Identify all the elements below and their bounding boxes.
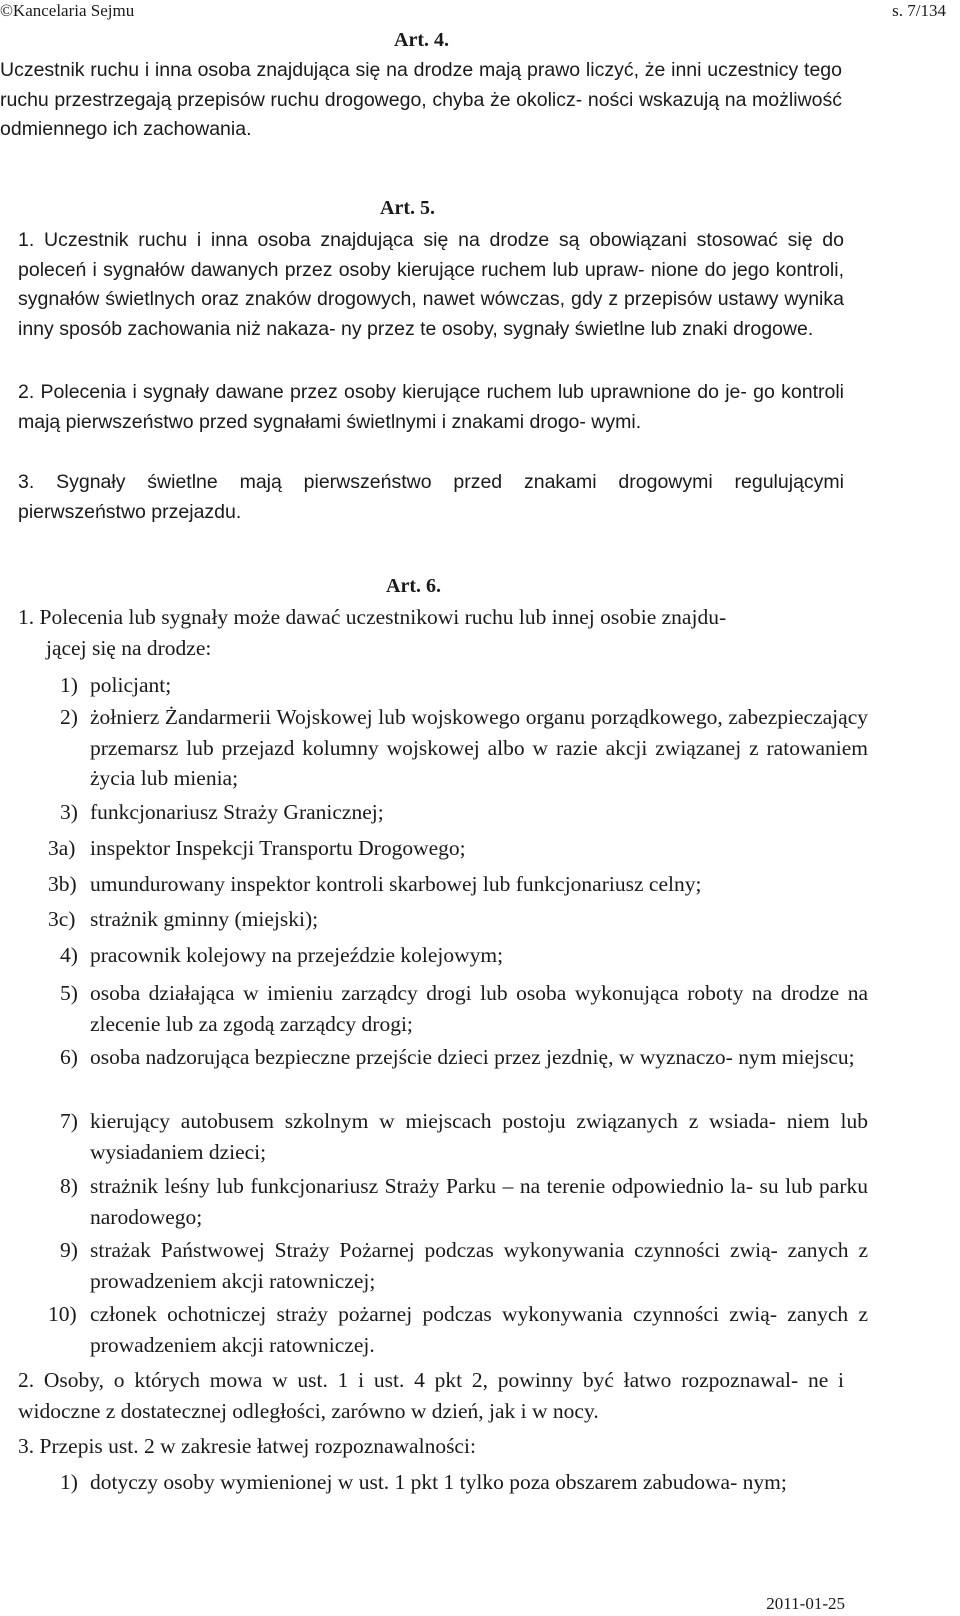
art-4-text: Uczestnik ruchu i inna osoba znajdująca się na drodze mają prawo liczyć, że inni uczestnicy tego ruchu przestrzegają przepisów ruchu drogowego, chyba że okolicz- ności wskazują na możliwość odmiennego ich zachowania. [0,59,842,140]
header-copyright: ©Kancelaria Sejmu [0,1,135,20]
list-item-number: 9) [60,1238,78,1262]
list-item-text: członek ochotniczej straży pożarnej podczas wykonywania czynności zwią- zanych z prowadzeniem akcji ratowniczej. [90,1302,868,1357]
art-5-para-2: 2. Polecenia i sygnały dawane przez osoby kierujące ruchem lub uprawnione do je- go kontroli mają pierwszeństwo przed sygnałami świetlnymi i znakami drogo- wymi. [18,381,844,433]
list-item-number: 2) [60,705,78,729]
art-5-para-3: 3. Sygnały świetlne mają pierwszeństwo przed znakami drogowymi regulującymi pierwszeństwo przejazdu. [18,471,844,523]
list-item-text: pracownik kolejowy na przejeździe kolejowym; [90,943,504,967]
art-5-para-1: 1. Uczestnik ruchu i inna osoba znajdująca się na drodze są obowiązani stosować się do poleceń i sygnałów dawanych przez osoby kierujące ruchem lub upraw- nione do jego kontroli, sygnałów świetlnych oraz znaków drogowych, nawet wówczas, gdy z przepisów ustawy wynika inny sposób zachowania niż nakaza- ny przez te osoby, sygnały świetlne lub znaki drogowe. [18,229,844,340]
list-item-text: inspektor Inspekcji Transportu Drogowego; [90,836,466,860]
list-item-text: strażnik leśny lub funkcjonariusz Straży Parku – na terenie odpowiednio la- su lub parku narodowego; [90,1174,868,1229]
list-item-number: 3b) [48,872,77,896]
list-item-text: strażnik gminny (miejski); [90,907,319,931]
list-item-text: umundurowany inspektor kontroli skarbowej lub funkcjonariusz celny; [90,872,702,896]
list-item-number: 3) [60,800,78,824]
footer-date: 2011-01-25 [766,1594,845,1613]
list-item-number: 3c) [48,907,76,931]
art-4-heading: Art. 4. [394,29,449,51]
list-item-text: osoba działająca w imieniu zarządcy drogi lub osoba wykonująca roboty na drodze na zlecenie lub za zgodą zarządcy drogi; [90,981,868,1036]
list-item-text: dotyczy osoby wymienionej w ust. 1 pkt 1 tylko poza obszarem zabudowa- nym; [90,1470,787,1494]
list-item-number: 5) [60,981,78,1005]
list-item-number: 1) [60,673,78,697]
list-item-number: 1) [60,1470,78,1494]
list-item-text: kierujący autobusem szkolnym w miejscach postoju związanych z wsiada- niem lub wysiadaniem dzieci; [90,1109,868,1164]
list-item-text: funkcjonariusz Straży Granicznej; [90,800,384,824]
list-item-number: 3a) [48,836,76,860]
list-item-text: osoba nadzorująca bezpieczne przejście dzieci przez jezdnię, w wyznaczo- nym miejscu; [90,1045,855,1069]
art-6-para-1-line-2: jącej się na drodze: [46,636,212,660]
art-5-heading: Art. 5. [380,197,435,219]
art-6-heading: Art. 6. [386,575,441,597]
list-item-text: żołnierz Żandarmerii Wojskowej lub wojskowego organu porządkowego, zabezpieczający przemarsz lub przejazd kolumny wojskowej albo w razie akcji związanej z ratowaniem życia lub mienia; [90,705,868,790]
list-item-number: 7) [60,1109,78,1133]
list-item-number: 10) [48,1302,77,1326]
list-item-text: strażak Państwowej Straży Pożarnej podczas wykonywania czynności zwią- zanych z prowadzeniem akcji ratowniczej; [90,1238,868,1293]
list-item-number: 4) [60,943,78,967]
art-6-para-2: 2. Osoby, o których mowa w ust. 1 i ust. 4 pkt 2, powinny być łatwo rozpoznawal- ne i widoczne z dostatecznej odległości, zarówno w dzień, jak i w nocy. [18,1368,844,1423]
list-item-number: 6) [60,1045,78,1069]
list-item-number: 8) [60,1174,78,1198]
art-6-para-3: 3. Przepis ust. 2 w zakresie łatwej rozpoznawalności: [18,1434,476,1458]
list-item-text: policjant; [90,673,172,697]
header-page-number: s. 7/134 [892,1,946,20]
art-6-para-1-line-1: 1. Polecenia lub sygnały może dawać uczestnikowi ruchu lub innej osobie znajdu- [18,605,727,629]
